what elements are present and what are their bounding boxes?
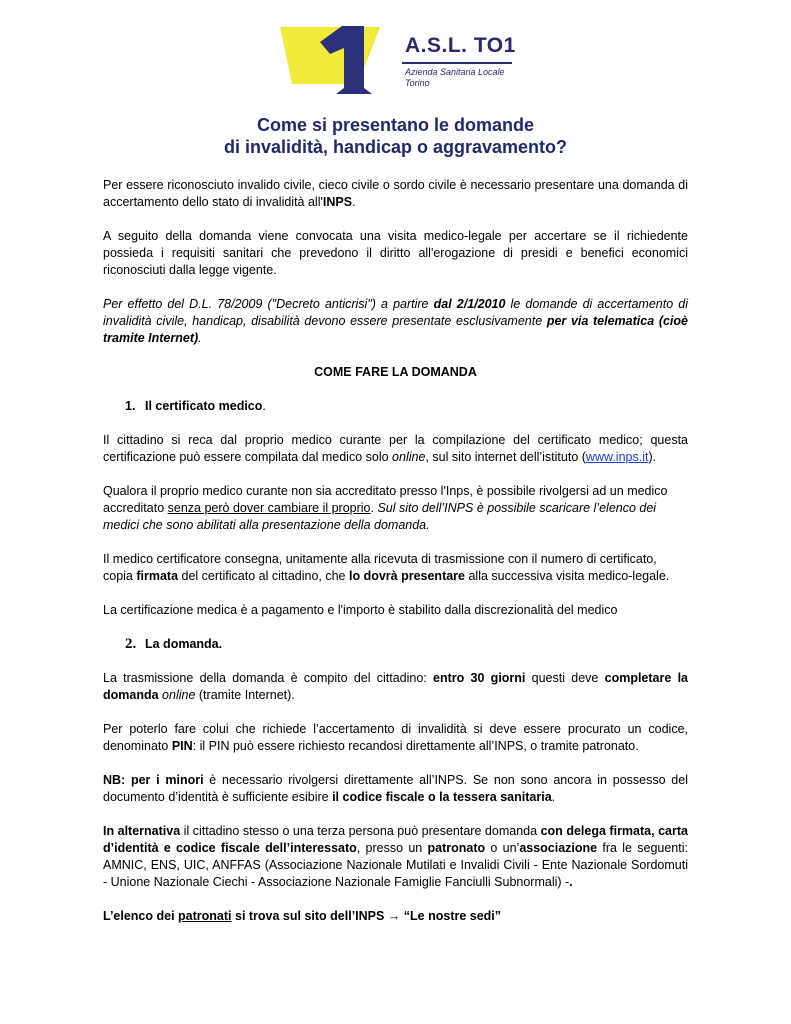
paragraph-alternative: In alternativa il cittadino stesso o una terza persona può presentare domanda con delega firmata, carta d’identità e codice fiscale dell’interessato, presso un patronato o un’associazione fra le seguenti: AMNIC, ENS, UIC, ANFFAS (Associazione Nazionale Mutilati e Invalidi Civili - Ente Nazionale Sordomuti - Unione Nazionale Ciechi - Associazione Nazionale Famiglie Fanciulli Subnormali) -. — [103, 824, 688, 889]
paragraph-decree: Per effetto del D.L. 78/2009 ("Decreto anticrisi") a partire dal 2/1/2010 le domande di accertamento di invalidità civile, handicap, disabilità devono essere presentate esclusivamente per via telematica (cioè tramite Internet). — [103, 297, 688, 345]
paragraph-visit: A seguito della domanda viene convocata una visita medico-legale per accertare se il richiedente possieda i requisiti sanitari che prevedono il diritto all'erogazione di presidi e benefici economici riconosciuti dalla legge vigente. — [103, 229, 688, 277]
paragraph-patronati: L’elenco dei patronati si trova sul sito dell’INPS → “Le nostre sedi” — [103, 909, 502, 923]
paragraph-minors: NB: per i minori è necessario rivolgersi direttamente all’INPS. Se non sono ancora in possesso del documento d’identità è sufficiente esibire il codice fiscale o la tessera sanitaria. — [103, 773, 688, 804]
logo-subtitle-line2: Torino — [405, 78, 430, 88]
paragraph-pin: Per poterlo fare colui che richiede l’accertamento di invalidità si deve essere procurato un codice, denominato PIN: il PIN può essere richiesto recandosi direttamente all’INPS, o tramite patronato. — [103, 722, 688, 753]
asl-logo — [280, 22, 520, 98]
logo-title: A.S.L. TO1 — [405, 34, 516, 57]
paragraph-intro: Per essere riconosciuto invalido civile, cieco civile o sordo civile è necessario presentare una domanda di accertamento dello stato di invalidità all'INPS. — [103, 178, 688, 209]
page-title-line1: Come si presentano le domande — [256, 115, 535, 135]
page-title-line2: di invalidità, handicap o aggravamento? — [223, 137, 568, 157]
step-2-heading: 2. La domanda. — [125, 636, 223, 652]
step-1-heading: 1. Il certificato medico. — [125, 399, 266, 413]
inps-link[interactable]: www.inps.it — [585, 450, 649, 464]
paragraph-signed-copy: Il medico certificatore consegna, unitamente alla ricevuta di trasmissione con il numero di certificato, copia firmata del certificato al cittadino, che lo dovrà presentare alla successiva visita medico-legale. — [103, 552, 670, 583]
asl-logo-mark — [280, 22, 405, 98]
section-heading: COME FARE LA DOMANDA — [314, 365, 477, 379]
paragraph-fee: La certificazione medica è a pagamento e l'importo è stabilito dalla discrezionalità del medico — [103, 603, 618, 617]
paragraph-accredited-doctor: Qualora il proprio medico curante non sia accreditato presso l'Inps, è possibile rivolgersi ad un medico accreditato senza però dover cambiare il proprio. Sul sito dell’INPS è possibile scaricare l’elenco dei medici che sono abilitati alla presentazione della domanda. — [103, 484, 668, 532]
logo-divider — [402, 62, 512, 64]
page-title — [0, 114, 791, 158]
logo-subtitle-line1: Azienda Sanitaria Locale — [405, 67, 505, 77]
logo-subtitle — [405, 67, 505, 89]
document-body — [103, 177, 688, 942]
paragraph-submission: La trasmissione della domanda è compito del cittadino: entro 30 giorni questi deve completare la domanda online (tramite Internet). — [103, 671, 688, 702]
arrow-right-icon: → — [387, 909, 401, 923]
paragraph-certificate: Il cittadino si reca dal proprio medico curante per la compilazione del certificato medico; questa certificazione può essere compilata dal medico solo online, sul sito internet dell’istituto (www.inps.it). — [103, 433, 688, 464]
